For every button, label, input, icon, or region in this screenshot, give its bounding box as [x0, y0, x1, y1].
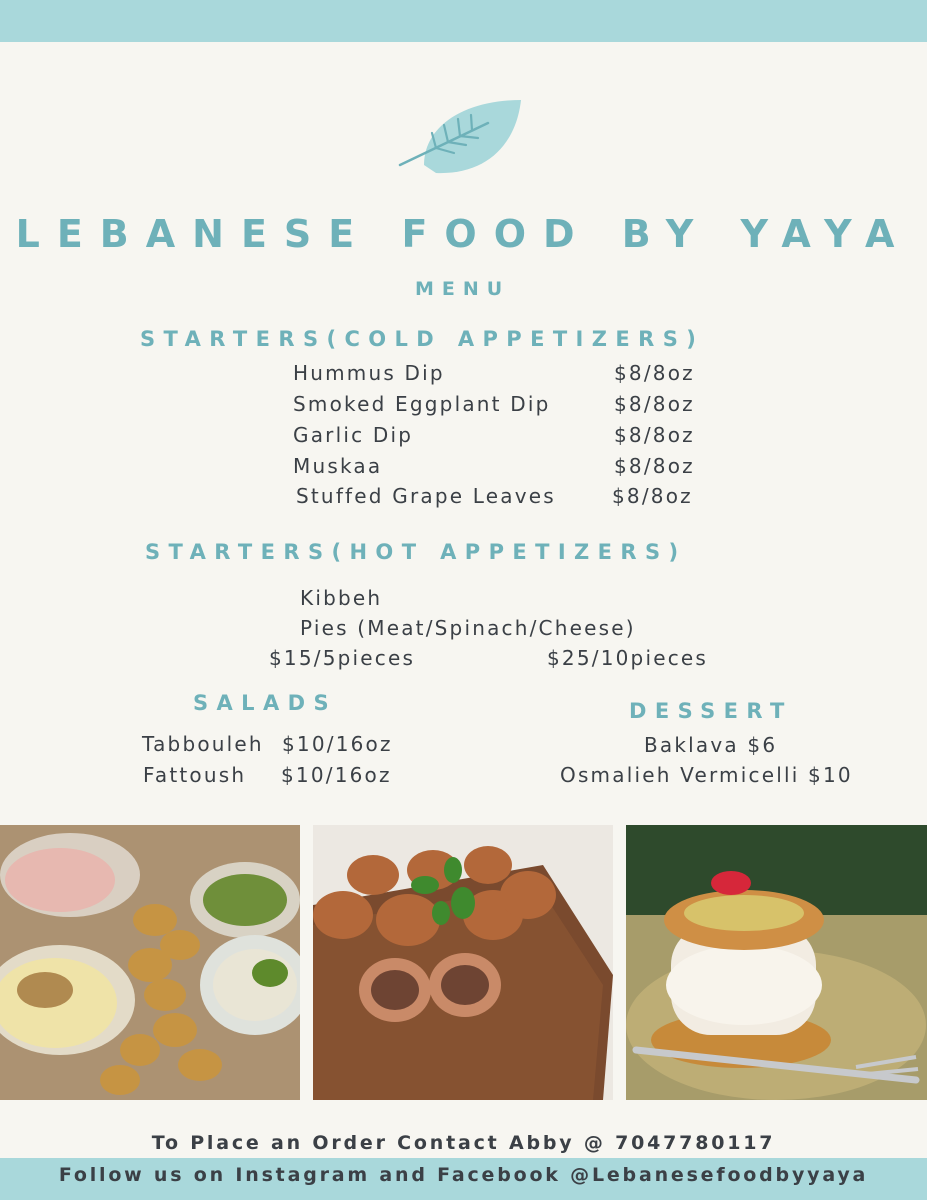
cold-item-name: Hummus Dip [293, 361, 445, 385]
dessert-item: Baklava $6 [644, 733, 778, 757]
order-contact: To Place an Order Contact Abby @ 7047780117 [151, 1132, 776, 1154]
cold-item-price: $8/8oz [614, 423, 695, 447]
leaf-icon [396, 95, 526, 180]
salad-item-price: $10/16oz [281, 763, 392, 787]
hot-starters-heading: STARTERS(HOT APPETIZERS) [145, 540, 687, 564]
cold-item-price: $8/8oz [612, 484, 693, 508]
salad-item-price: $10/16oz [282, 732, 393, 756]
cold-item-name: Muskaa [293, 454, 383, 478]
dessert-item: Osmalieh Vermicelli $10 [560, 763, 853, 787]
menu-subtitle: MENU [415, 278, 511, 300]
hot-item-name: Pies (Meat/Spinach/Cheese) [300, 616, 636, 640]
cold-item-price: $8/8oz [614, 392, 695, 416]
dessert-photo [626, 825, 927, 1100]
dips-photo [0, 825, 300, 1100]
cold-starters-heading: STARTERS(COLD APPETIZERS) [140, 327, 705, 351]
salad-item-name: Fattoush [143, 763, 247, 787]
social-handle: Follow us on Instagram and Facebook @Lebanesefoodbyyaya [58, 1164, 869, 1186]
salads-heading: SALADS [193, 691, 337, 715]
cold-item-price: $8/8oz [614, 361, 695, 385]
hot-price-small: $15/5pieces [269, 646, 416, 670]
hot-price-large: $25/10pieces [547, 646, 709, 670]
cold-item-name: Stuffed Grape Leaves [296, 484, 556, 508]
cold-item-price: $8/8oz [614, 454, 695, 478]
kibbeh-photo [313, 825, 613, 1100]
cold-item-name: Smoked Eggplant Dip [293, 392, 551, 416]
cold-item-name: Garlic Dip [293, 423, 414, 447]
restaurant-title: LEBANESE FOOD BY YAYA [15, 212, 912, 256]
dessert-heading: DESSERT [629, 699, 793, 723]
top-band [0, 0, 927, 42]
salad-item-name: Tabbouleh [142, 732, 264, 756]
hot-item-name: Kibbeh [300, 586, 383, 610]
